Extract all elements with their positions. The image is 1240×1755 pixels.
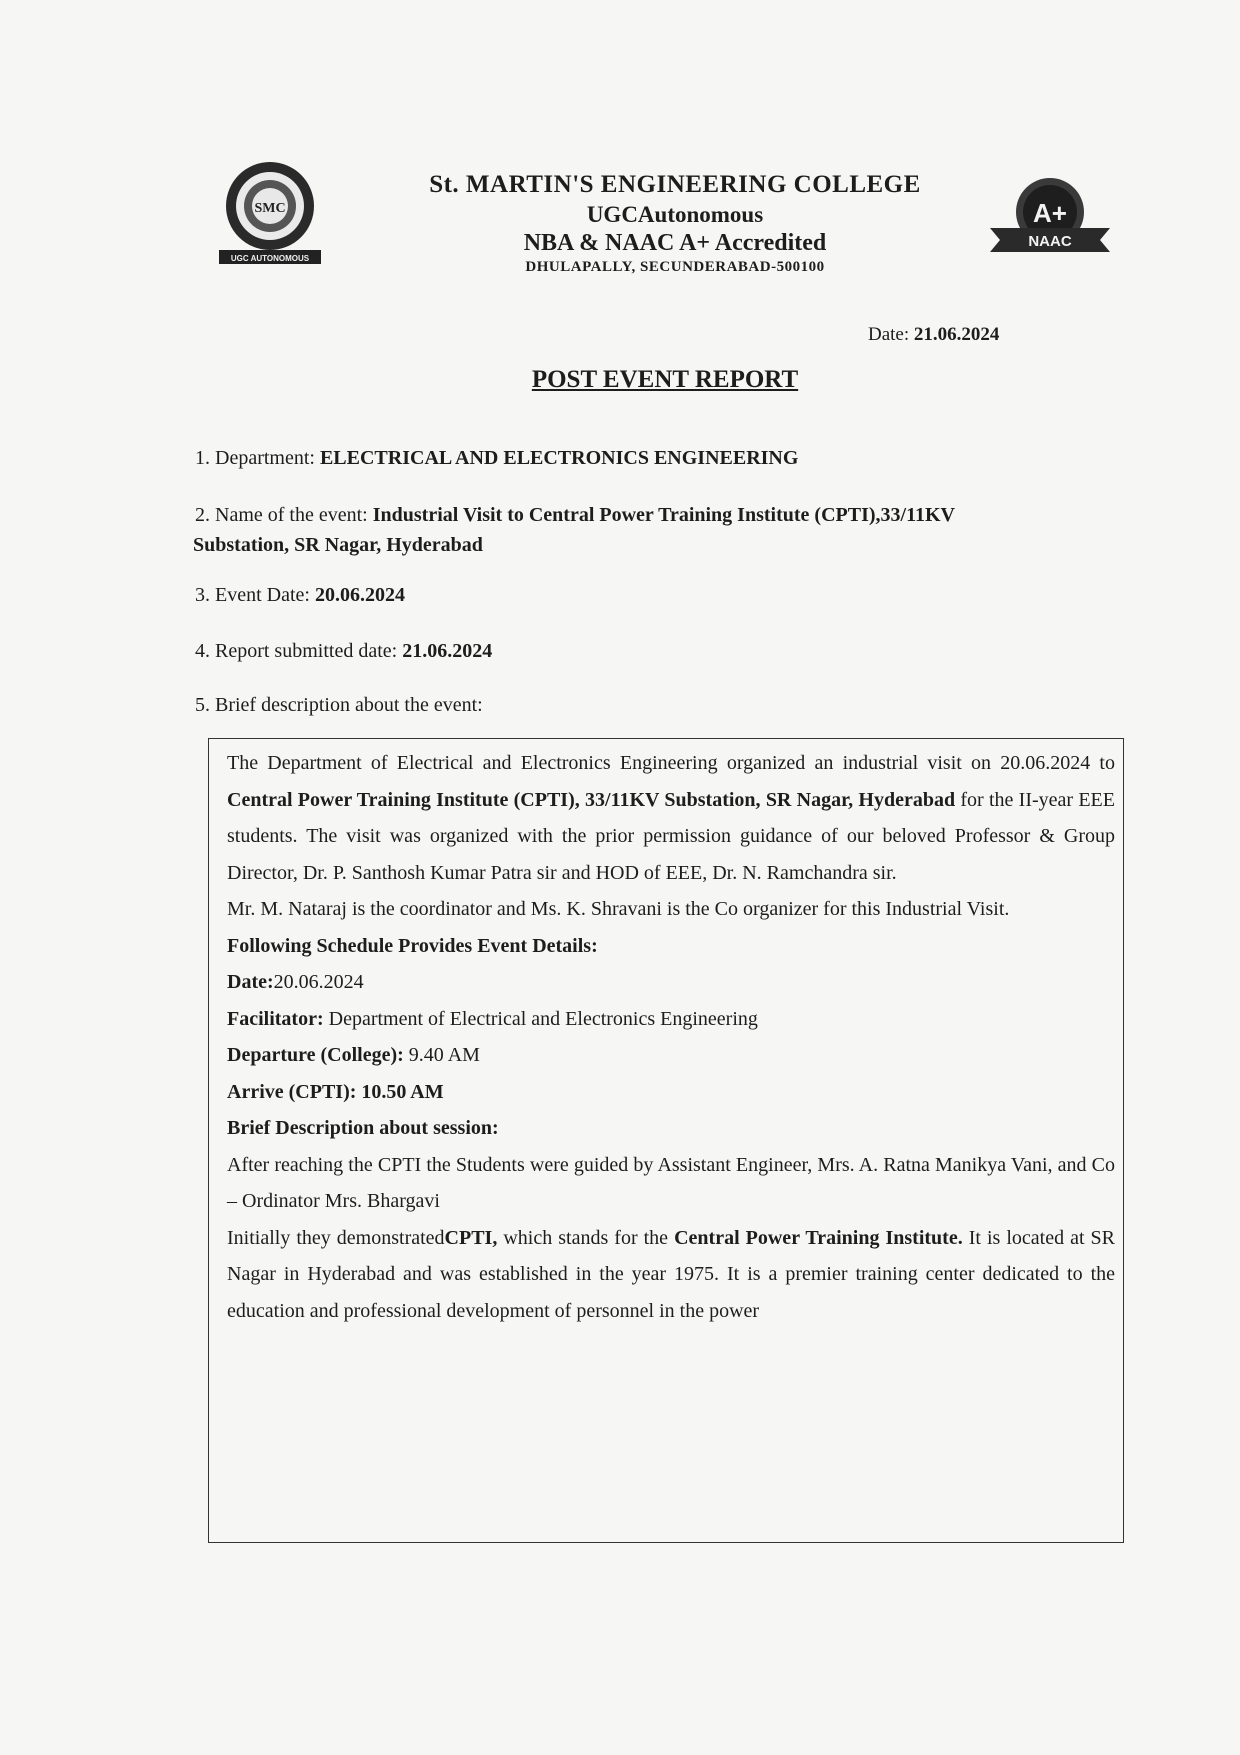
description-box [208, 738, 1124, 1543]
session-heading: Brief Description about session: [227, 1117, 499, 1139]
description-item: 5. Brief description about the event: [195, 694, 483, 716]
description-paragraph: The Department of Electrical and Electronics Engineering organized an industrial visit on 20.06.2024 to Central Power Training Institute (CPTI), 33/11KV Substation, SR Nagar, Hyderabad for the II-year EEE students. The visit was organized with the prior permission guidance of our beloved Professor & Group Director, Dr. P. Santhosh Kumar Patra sir and HOD of EEE, Dr. N. Ramchandra sir. [227, 752, 1115, 884]
cpti-paragraph: Initially they demonstratedCPTI, which stands for the Central Power Training Institute. It is located at SR Nagar in Hyderabad and was established in the year 1975. It is a premier training center dedicated to the education and professional development of personnel in the power [227, 1226, 1116, 1322]
college-header [380, 170, 970, 276]
svg-text:A+: A+ [1033, 198, 1067, 228]
page-title: POST EVENT REPORT [531, 366, 799, 393]
schedule-date: Date:20.06.2024 [227, 971, 364, 993]
schedule-heading: Following Schedule Provides Event Details: [227, 934, 598, 957]
college-name: St. MARTIN'S ENGINEERING COLLEGE [429, 171, 921, 198]
college-address: DHULAPALLY, SECUNDERABAD-500100 [525, 258, 825, 275]
report-date: Date: 21.06.2024 [868, 324, 1000, 345]
svg-text:UGC AUTONOMOUS: UGC AUTONOMOUS [230, 254, 310, 263]
svg-text:SMC: SMC [254, 201, 286, 216]
schedule-departure: Departure (College): 9.40 AM [227, 1044, 480, 1066]
college-logo-icon [215, 158, 325, 270]
schedule-facilitator: Facilitator: Department of Electrical and Electronics Engineering [227, 1007, 758, 1030]
department-item: 1. Department: ELECTRICAL AND ELECTRONICS ENGINEERING [195, 447, 799, 469]
report-submitted-item: 4. Report submitted date: 21.06.2024 [195, 640, 493, 662]
coordinator-paragraph: Mr. M. Nataraj is the coordinator and Ms. K. Shravani is the Co organizer for this Industrial Visit. [227, 898, 1010, 920]
schedule-arrive: Arrive (CPTI): 10.50 AM [227, 1080, 444, 1103]
svg-text:NAAC: NAAC [1028, 233, 1072, 250]
session-guides-paragraph: After reaching the CPTI the Students were guided by Assistant Engineer, Mrs. A. Ratna Manikya Vani, and Co – Ordinator Mrs. Bhargavi [227, 1153, 1115, 1212]
accreditation: NBA & NAAC A+ Accredited [523, 229, 827, 256]
event-date-item: 3. Event Date: 20.06.2024 [195, 584, 405, 606]
naac-logo-icon [985, 170, 1115, 270]
autonomous-status: UGCAutonomous [586, 201, 764, 227]
event-name-item: 2. Name of the event: Industrial Visit to Central Power Training Institute (CPTI),33/11KV Substation, SR Nagar, Hyderabad [193, 504, 955, 556]
